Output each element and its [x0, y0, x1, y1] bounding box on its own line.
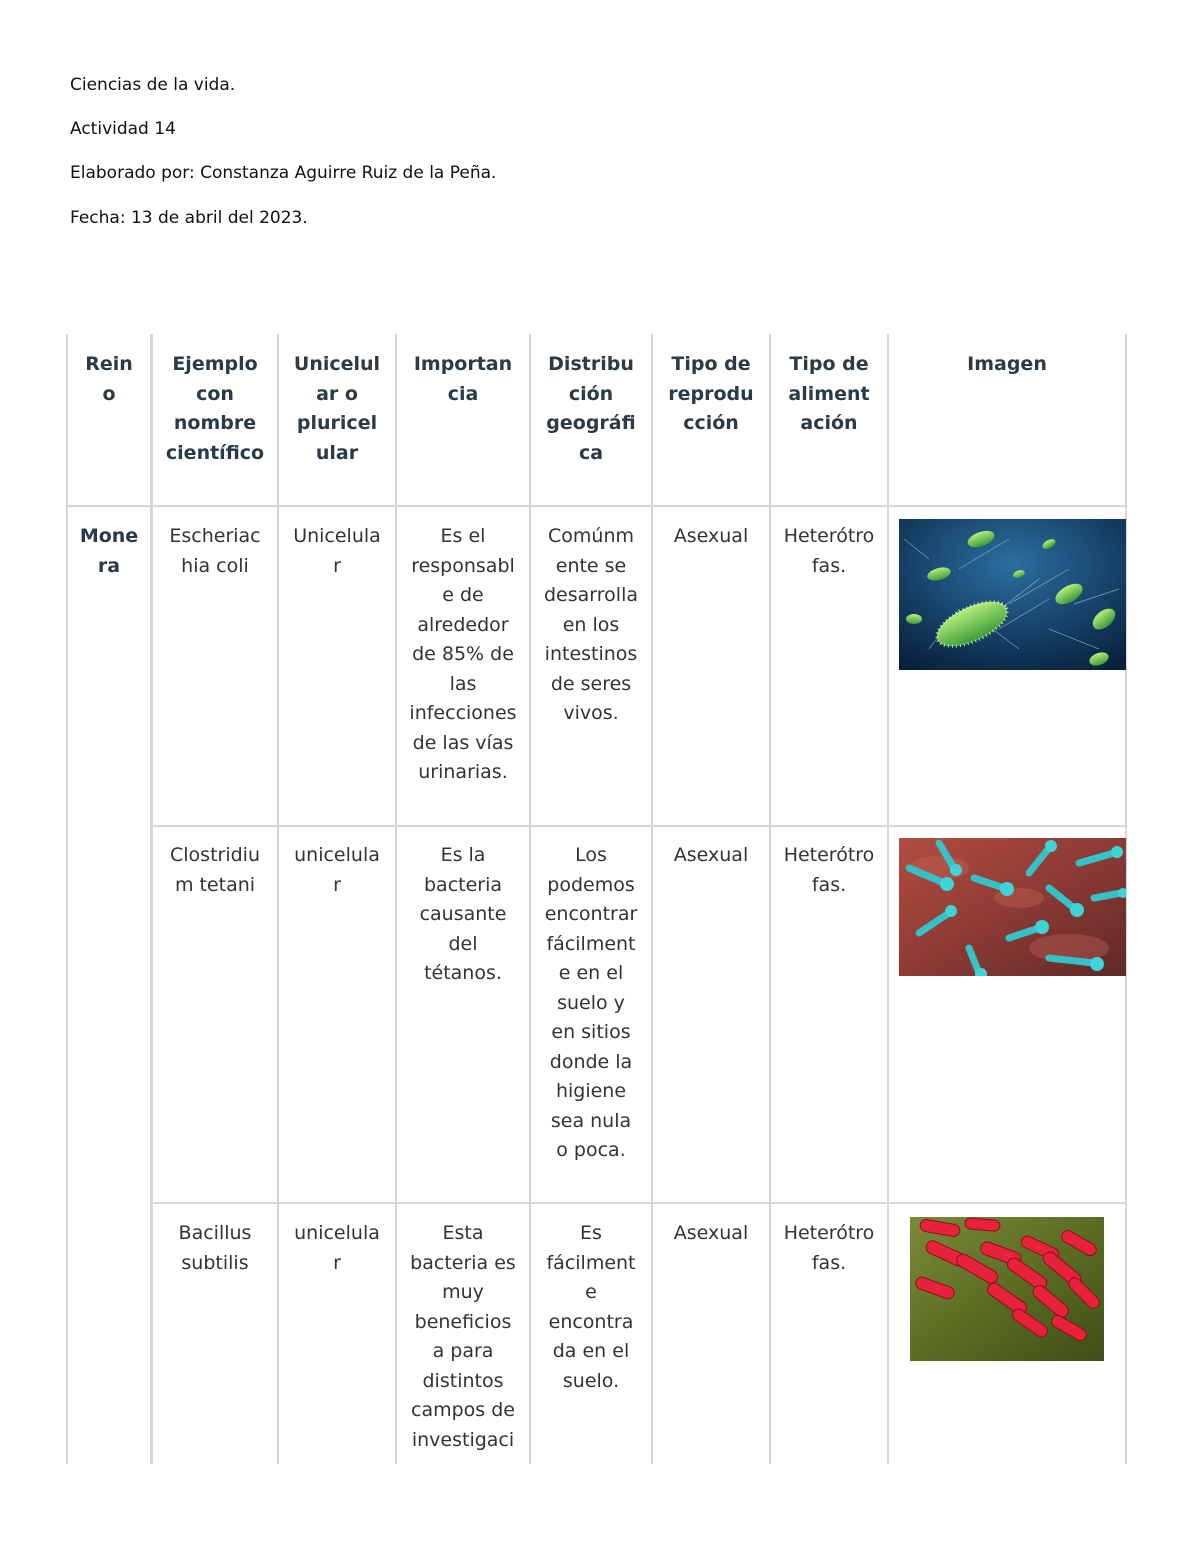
row-divider [150, 825, 1127, 827]
row3-distribucion: Es fácilment e encontra da en el suelo. [546, 1222, 636, 1392]
row2-alimentacion: Heterótro fas. [783, 844, 875, 896]
row1-unicelular: Unicelula r [293, 525, 381, 577]
header-alimentacion: Tipo de aliment ación [788, 353, 870, 434]
column-divider [887, 334, 889, 1464]
row3-alimentacion: Heterótro fas. [783, 1222, 875, 1274]
row2-distribucion: Los podemos encontrar fácilment e en el suelo y en sitios donde la higiene sea nula o poca. [544, 844, 638, 1161]
table-border-left [66, 334, 68, 1464]
clostridium-tetani-image [899, 838, 1126, 976]
header-importancia: Importan cia [413, 353, 513, 405]
header-ejemplo: Ejemplo con nombre científico [165, 353, 265, 464]
header-row-divider [66, 505, 1127, 507]
row2-ejemplo: Clostridiu m tetani [170, 844, 260, 896]
document-heading: Ciencias de la vida. [70, 75, 236, 95]
row1-ejemplo: Escheriac hia coli [169, 525, 261, 577]
e-coli-bacteria-image [899, 519, 1126, 670]
row1-distribucion: Comúnm ente se desarrolla en los intestinos de seres vivos. [544, 525, 638, 724]
activity-label: Actividad 14 [70, 119, 176, 139]
header-reino: Rein o [85, 353, 133, 405]
row3-reproduccion: Asexual [673, 1222, 749, 1244]
row-divider [150, 1202, 1127, 1204]
reino-label: Mone ra [79, 525, 139, 577]
row2-importancia: Es la bacteria causante del tétanos. [419, 844, 507, 984]
row3-unicelular: unicelula r [294, 1222, 380, 1274]
row1-importancia: Es el responsabl e de alrededor de 85% de las infecciones de las vías urinarias. [409, 525, 517, 783]
header-imagen: Imagen [967, 353, 1047, 375]
row3-importancia: Esta bacteria es muy beneficios a para distintos campos de investigaci [410, 1222, 516, 1451]
author-line: Elaborado por: Constanza Aguirre Ruiz de la Peña. [70, 163, 497, 183]
date-line: Fecha: 13 de abril del 2023. [70, 208, 308, 228]
column-divider [651, 334, 653, 1464]
row3-ejemplo: Bacillus subtilis [178, 1222, 252, 1274]
header-distribucion: Distribu ción geográfi ca [546, 353, 636, 464]
header-reproduccion: Tipo de reprodu cción [668, 353, 754, 434]
row1-alimentacion: Heterótro fas. [783, 525, 875, 577]
header-unicelular: Unicelul ar o pluricel ular [293, 353, 381, 464]
row1-reproduccion: Asexual [673, 525, 749, 547]
row2-reproduccion: Asexual [673, 844, 749, 866]
bacillus-subtilis-image [910, 1217, 1104, 1361]
row2-unicelular: unicelula r [294, 844, 380, 896]
